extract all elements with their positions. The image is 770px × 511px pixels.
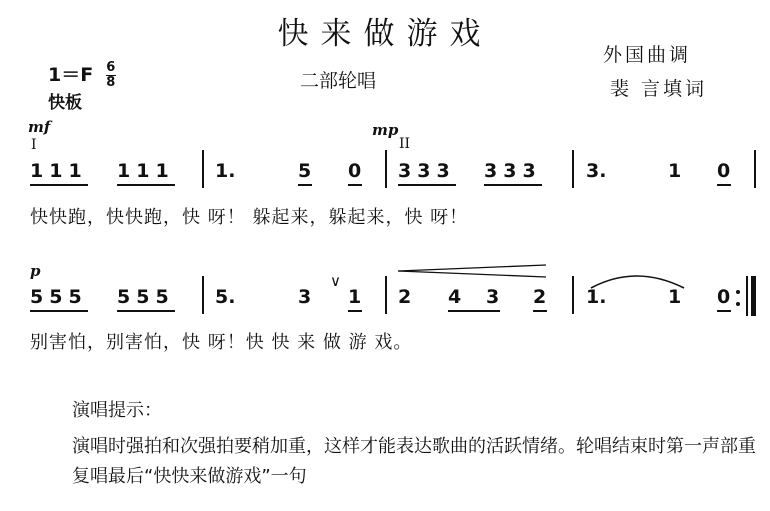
time-signature xyxy=(106,62,116,89)
composer-credit: 外国曲调 xyxy=(603,44,692,66)
note: 1. xyxy=(586,286,607,308)
dynamic-mf: mf xyxy=(28,118,51,136)
note: 1 xyxy=(668,160,682,182)
note-rest: 0 xyxy=(717,286,731,308)
lyrics-line-1: 快快跑，快快跑，快 呀！ 躲起来，躲起来，快 呀！ xyxy=(30,207,469,228)
time-denominator: 8 xyxy=(106,75,116,90)
key-signature xyxy=(48,60,116,89)
note-group: 333 xyxy=(398,160,456,182)
song-title: 快来做游戏 xyxy=(277,16,493,52)
breath-mark: ∨ xyxy=(330,272,341,290)
note: 1. xyxy=(215,160,236,182)
key-text: 1＝F xyxy=(48,64,94,86)
note: 5 xyxy=(298,160,312,182)
tips-body: 演唱时强拍和次强拍要稍加重，这样才能表达歌曲的活跃情绪。轮唱结束时第一声部重复唱最后“快快来做游戏”一句 xyxy=(72,436,756,487)
note: 1 xyxy=(348,286,362,308)
note: 2 xyxy=(533,286,547,308)
part-one-marker: I xyxy=(31,137,37,153)
note-group: 111 xyxy=(117,160,175,182)
note: 2 xyxy=(398,286,412,308)
note-group: 333 xyxy=(484,160,542,182)
dynamic-mp: mp xyxy=(372,121,399,139)
note: 4 xyxy=(448,286,462,308)
decrescendo-hairpin xyxy=(398,264,548,278)
tempo-marking: 快板 xyxy=(48,93,82,113)
part-two-marker: II xyxy=(399,136,411,152)
note: 3 xyxy=(486,286,500,308)
note-group: 555 xyxy=(117,286,175,308)
lyrics-line-2: 别害怕，别害怕，快 呀！快 快 来 做 游 戏。 xyxy=(30,332,413,353)
note: 3 xyxy=(298,286,312,308)
note: 5. xyxy=(215,286,236,308)
note: 3. xyxy=(586,160,607,182)
tips-heading: 演唱提示： xyxy=(72,400,162,421)
note-rest: 0 xyxy=(348,160,362,182)
dynamic-p: p xyxy=(30,262,41,280)
performance-form: 二部轮唱 xyxy=(300,70,377,92)
note-rest: 0 xyxy=(717,160,731,182)
note-group: 555 xyxy=(30,286,88,308)
lyricist-credit: 裴 言填词 xyxy=(610,78,708,100)
time-numerator: 6 xyxy=(106,60,116,75)
note: 1 xyxy=(668,286,682,308)
note-group: 111 xyxy=(30,160,88,182)
